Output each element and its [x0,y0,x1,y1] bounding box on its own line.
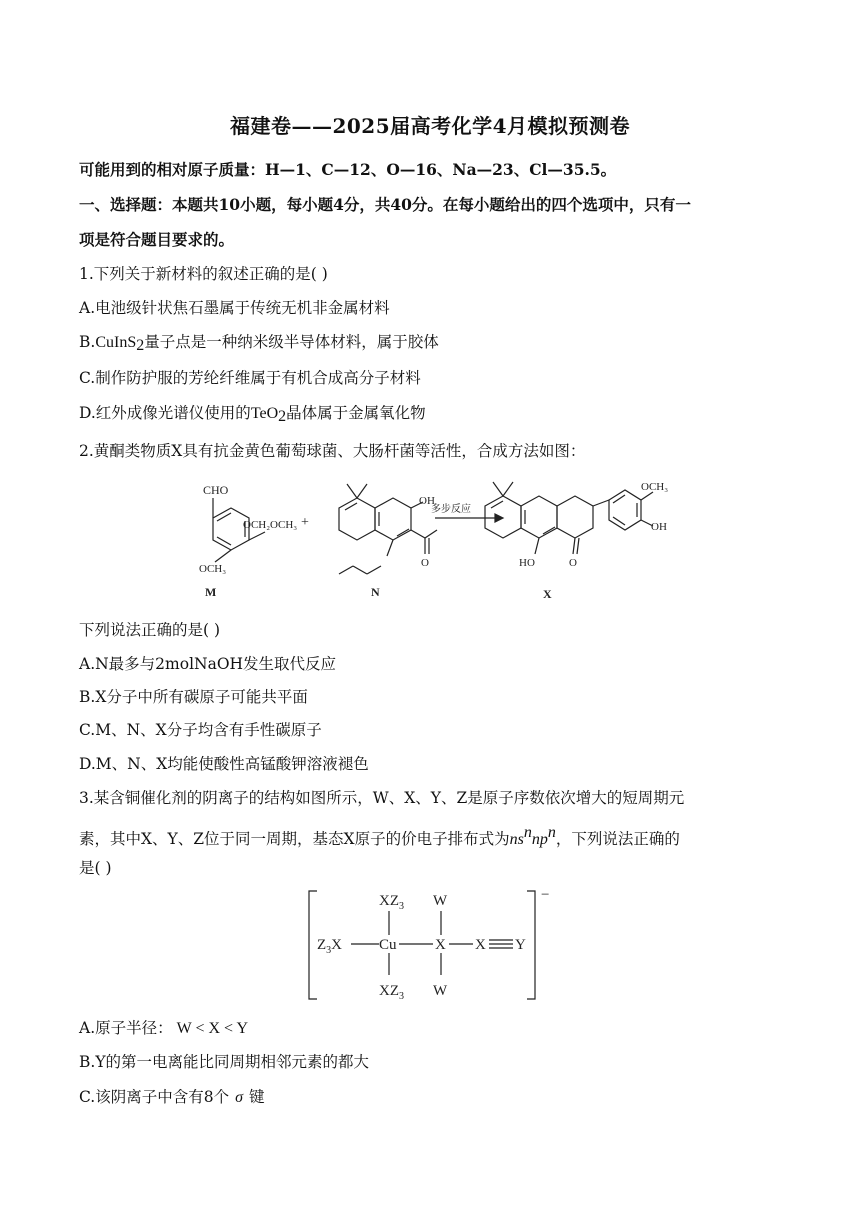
q1-option-d-formula: TeO [250,405,279,422]
q3-option-a [79,1018,248,1039]
m-och2och3-label: OCH₂OCH₃ [243,519,298,531]
q3-stem-text-1: 素，其中X、Y、Z位于同一周期，基态X原子的价电子排布式为 [79,830,510,848]
plus-sign: + [301,515,309,530]
q3-config-n2: n [547,824,556,841]
atomic-masses: 可能用到的相对原子质量：H—1、C—12、O—16、Na—23、Cl—35.5。 [79,160,617,179]
cu-atom: Cu [379,937,397,953]
q3-option-c-text-1: C.该阴离子中含有8个 [79,1088,230,1106]
q2-stem: 2.黄酮类物质X具有抗金黄色葡萄球菌、大肠杆菌等活性，合成方法如图： [79,442,586,460]
q3-stem-line-3: 是( ) [79,859,112,877]
q1-option-b [79,332,439,356]
label-n: N [371,585,380,599]
x-oh-label: OH [651,521,667,533]
q1-option-b-text: 量子点是一种纳米级半导体材料，属于胶体 [144,333,439,351]
q2-option-c: C.M、N、X分子均含有手性碳原子 [79,721,322,739]
q1-option-d-text-2: 晶体属于金属氧化物 [286,404,426,422]
m-cho-label: CHO [203,483,229,497]
label-m: M [205,585,217,599]
label-x: X [543,587,552,601]
section-heading-line-1: 一、选择题：本题共10小题，每小题4分，共40分。在每小题给出的四个选项中，只有一 [79,195,691,214]
x-och3-label: OCH₃ [641,481,669,493]
q2-option-d: D.M、N、X均能使酸性高锰酸钾溶液褪色 [79,755,369,773]
q3-option-c [79,1087,265,1108]
q1-option-b-letter: B. [79,333,96,351]
q3-config-ns: ns [509,831,524,848]
q3-option-c-text-2: 键 [249,1088,265,1106]
q2-option-a: A.N最多与2molNaOH发生取代反应 [79,655,337,673]
x-o-label: O [569,557,577,569]
q3-config-np: np [531,831,548,848]
q3-option-a-text: A.原子半径： [79,1019,173,1037]
n-o-label: O [421,557,429,569]
q2-prompt: 下列说法正确的是( ) [79,621,221,639]
section-heading-line-2: 项是符合题目要求的。 [79,230,235,249]
w-top: W [433,893,448,909]
y-right: Y [515,937,526,953]
q1-option-d-text-1: D.红外成像光谱仪使用的 [79,404,251,422]
w-bottom: W [433,983,448,999]
q2-option-b: B.X分子中所有碳原子可能共平面 [79,688,308,706]
negative-charge: − [541,887,550,903]
q1-option-a: A.电池级针状焦石墨属于传统无机非金属材料 [79,299,390,317]
n-oh-label: OH [419,495,435,507]
m-och3-label: OCH₃ [199,563,227,575]
q3-option-b: B.Y的第一电离能比同周期相邻元素的都大 [79,1053,370,1071]
q3-config-n1: n [523,824,532,841]
q1-option-b-sub: 2 [136,337,145,354]
xz3-bottom: $XZ_3$ [379,983,404,1002]
q3-stem-line-1: 3.某含铜催化剂的阴离子的结构如图所示，W、X、Y、Z是原子序数依次增大的短周期元 [79,789,685,807]
anion-structure-figure [305,885,560,1005]
z3x-left: $Z_3X$ [317,937,343,956]
synthesis-scheme-figure [185,470,685,610]
x-right: X [475,937,486,953]
q1-option-d [79,403,426,427]
q1-option-d-sub: 2 [278,408,287,425]
x-ho-label: HO [519,557,535,569]
q1-stem: 1.下列关于新材料的叙述正确的是( ) [79,265,328,283]
q3-stem-line-2 [79,823,680,850]
q3-option-c-sigma: σ [235,1089,243,1106]
q3-option-a-formula: W < X < Y [176,1020,248,1037]
q1-option-c: C.制作防护服的芳纶纤维属于有机合成高分子材料 [79,369,421,387]
arrow-text: 多步反应 [431,504,471,515]
x-center: X [435,937,446,953]
page-title: 福建卷——2025届高考化学4月模拟预测卷 [229,114,631,138]
xz3-top: $XZ_3$ [379,893,404,912]
q3-stem-text-2: ，下列说法正确的 [555,830,680,848]
q1-option-b-formula: CuInS [95,334,137,351]
